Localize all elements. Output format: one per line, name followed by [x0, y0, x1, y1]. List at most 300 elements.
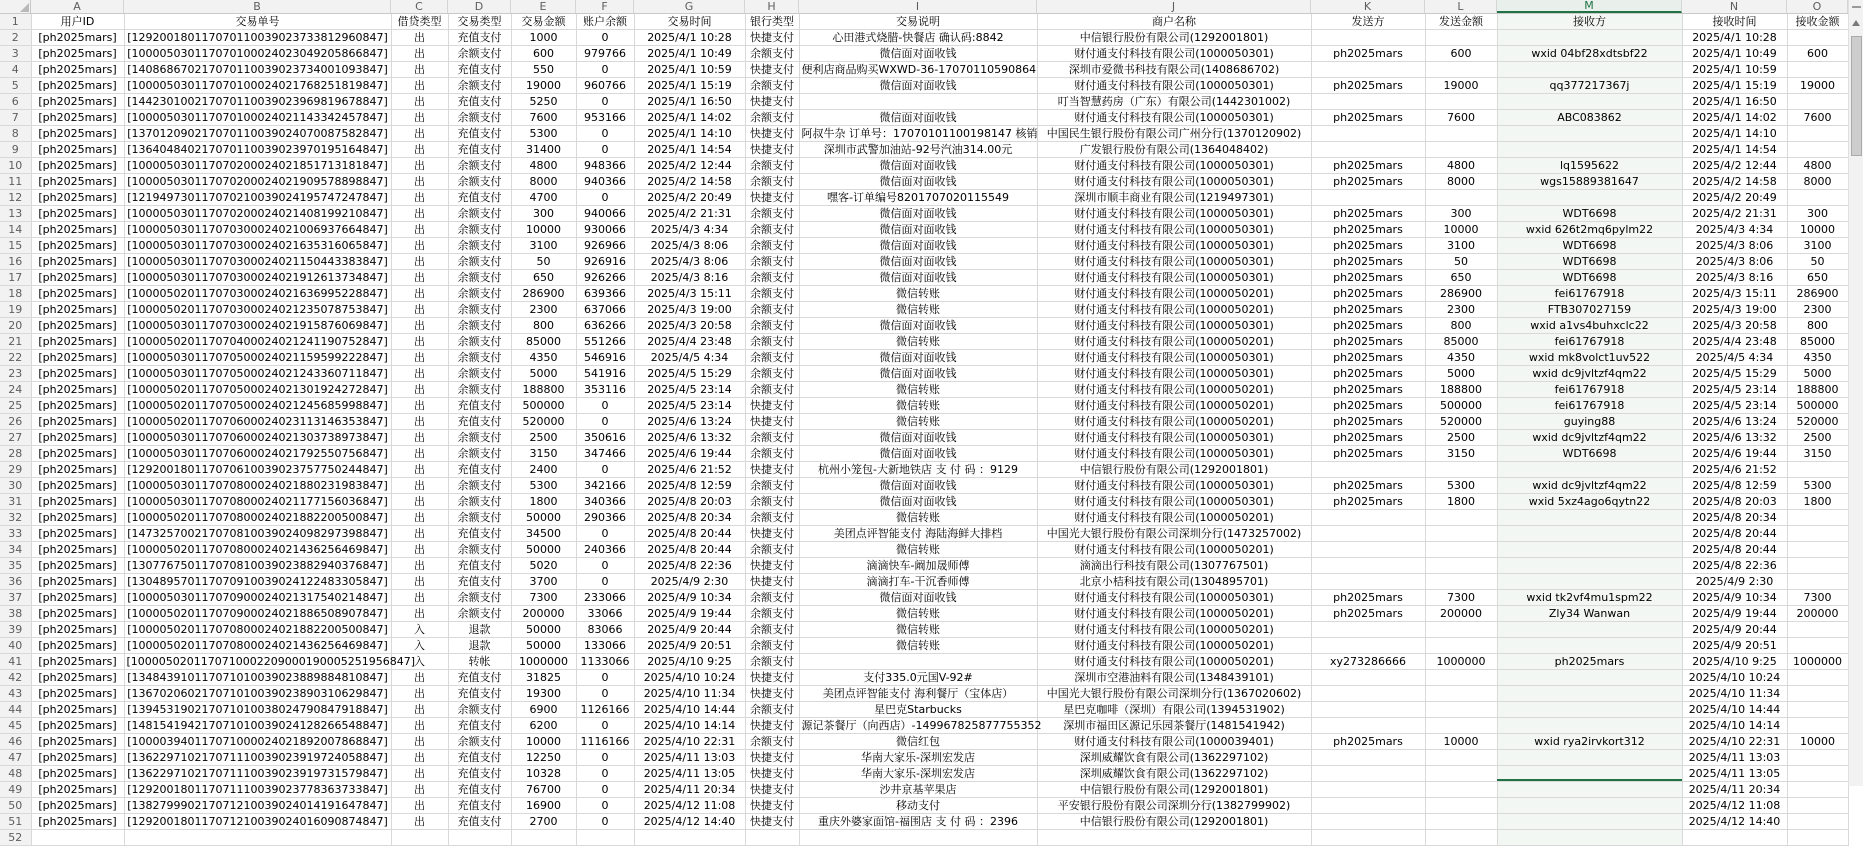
- cell-C2[interactable]: 出: [391, 30, 448, 46]
- cell-J46[interactable]: 财付通支付科技有限公司(1000039401): [1037, 734, 1311, 750]
- cell-I20[interactable]: 微信面对面收钱: [799, 318, 1037, 334]
- cell-E19[interactable]: 2300: [511, 302, 576, 318]
- cell-K50[interactable]: [1311, 798, 1425, 814]
- cell-M43[interactable]: [1497, 686, 1682, 702]
- cell-H44[interactable]: 余额支付: [745, 702, 799, 718]
- cell-D26[interactable]: 充值支付: [448, 414, 511, 430]
- cell-A39[interactable]: [ph2025mars]: [31, 622, 124, 638]
- cell-F18[interactable]: 639366: [576, 286, 634, 302]
- cell-O10[interactable]: 4800: [1787, 158, 1848, 174]
- cell-A7[interactable]: [ph2025mars]: [31, 110, 124, 126]
- cell-O41[interactable]: 1000000: [1787, 654, 1848, 670]
- cell-M37[interactable]: wxid tk2vf4mu1spm22: [1497, 590, 1682, 606]
- cell-D51[interactable]: 充值支付: [448, 814, 511, 830]
- cell-H51[interactable]: 快捷支付: [745, 814, 799, 830]
- cell-E13[interactable]: 300: [511, 206, 576, 222]
- cell-K44[interactable]: [1311, 702, 1425, 718]
- cell-L7[interactable]: 7600: [1425, 110, 1497, 126]
- cell-N18[interactable]: 2025/4/3 15:11: [1682, 286, 1787, 302]
- cell-K25[interactable]: ph2025mars: [1311, 398, 1425, 414]
- cell-F17[interactable]: 926266: [576, 270, 634, 286]
- cell-K28[interactable]: ph2025mars: [1311, 446, 1425, 462]
- cell-G22[interactable]: 2025/4/5 4:34: [634, 350, 745, 366]
- cell-I45[interactable]: 源记茶餐厅（向西店）-149967825877755352: [799, 718, 1037, 734]
- column-header-I[interactable]: I: [799, 0, 1037, 13]
- cell-D7[interactable]: 余额支付: [448, 110, 511, 126]
- cell-B7[interactable]: [100005030117070100024021143342457847]: [124, 110, 391, 126]
- cell-K42[interactable]: [1311, 670, 1425, 686]
- cell-I25[interactable]: 微信转账: [799, 398, 1037, 414]
- cell-H38[interactable]: 余额支付: [745, 606, 799, 622]
- cell-H34[interactable]: 余额支付: [745, 542, 799, 558]
- cell-E11[interactable]: 8000: [511, 174, 576, 190]
- cell-E20[interactable]: 800: [511, 318, 576, 334]
- cell-L32[interactable]: [1425, 510, 1497, 526]
- cell-I48[interactable]: 华南大家乐-深圳宏发店: [799, 766, 1037, 782]
- cell-N10[interactable]: 2025/4/2 12:44: [1682, 158, 1787, 174]
- cell-B46[interactable]: [100003940117071000024021892007868847]: [124, 734, 391, 750]
- cell-O49[interactable]: [1787, 782, 1848, 798]
- cell-H14[interactable]: 余额支付: [745, 222, 799, 238]
- cell-C24[interactable]: 出: [391, 382, 448, 398]
- cell-E25[interactable]: 500000: [511, 398, 576, 414]
- cell-N45[interactable]: 2025/4/10 14:14: [1682, 718, 1787, 734]
- cell-M33[interactable]: [1497, 526, 1682, 542]
- cell-C30[interactable]: 出: [391, 478, 448, 494]
- cell-H42[interactable]: 快捷支付: [745, 670, 799, 686]
- cell-C44[interactable]: 出: [391, 702, 448, 718]
- cell-F45[interactable]: 0: [576, 718, 634, 734]
- cell-A18[interactable]: [ph2025mars]: [31, 286, 124, 302]
- cell-O9[interactable]: [1787, 142, 1848, 158]
- cell-G33[interactable]: 2025/4/8 20:44: [634, 526, 745, 542]
- cell-I29[interactable]: 杭州小笼包-大新地铁店 支 付 码 ：9129: [799, 462, 1037, 478]
- cell-M39[interactable]: [1497, 622, 1682, 638]
- cell-G34[interactable]: 2025/4/8 20:44: [634, 542, 745, 558]
- cell-E35[interactable]: 5020: [511, 558, 576, 574]
- cell-F14[interactable]: 930066: [576, 222, 634, 238]
- cell-O2[interactable]: [1787, 30, 1848, 46]
- cell-M11[interactable]: wgs15889381647: [1497, 174, 1682, 190]
- column-header-D[interactable]: D: [448, 0, 511, 13]
- cell-L22[interactable]: 4350: [1425, 350, 1497, 366]
- cell-K19[interactable]: ph2025mars: [1311, 302, 1425, 318]
- cell-K18[interactable]: ph2025mars: [1311, 286, 1425, 302]
- cell-A1[interactable]: 用户ID: [31, 14, 124, 30]
- cell-A25[interactable]: [ph2025mars]: [31, 398, 124, 414]
- cell-L12[interactable]: [1425, 190, 1497, 206]
- cell-M42[interactable]: [1497, 670, 1682, 686]
- cell-F28[interactable]: 347466: [576, 446, 634, 462]
- cell-G29[interactable]: 2025/4/6 21:52: [634, 462, 745, 478]
- cell-D39[interactable]: 退款: [448, 622, 511, 638]
- cell-M52[interactable]: [1497, 830, 1682, 846]
- cell-M2[interactable]: [1497, 30, 1682, 46]
- cell-D27[interactable]: 余额支付: [448, 430, 511, 446]
- cell-L33[interactable]: [1425, 526, 1497, 542]
- cell-E16[interactable]: 50: [511, 254, 576, 270]
- cell-H30[interactable]: 余额支付: [745, 478, 799, 494]
- cell-H3[interactable]: 余额支付: [745, 46, 799, 62]
- cell-E21[interactable]: 85000: [511, 334, 576, 350]
- cell-M22[interactable]: wxid mk8volct1uv522: [1497, 350, 1682, 366]
- cell-H36[interactable]: 快捷支付: [745, 574, 799, 590]
- cell-G45[interactable]: 2025/4/10 14:14: [634, 718, 745, 734]
- cell-G10[interactable]: 2025/4/2 12:44: [634, 158, 745, 174]
- cell-D50[interactable]: 充值支付: [448, 798, 511, 814]
- cell-F29[interactable]: 0: [576, 462, 634, 478]
- cell-J30[interactable]: 财付通支付科技有限公司(1000050301): [1037, 478, 1311, 494]
- cell-A37[interactable]: [ph2025mars]: [31, 590, 124, 606]
- cell-G7[interactable]: 2025/4/1 14:02: [634, 110, 745, 126]
- cell-O34[interactable]: [1787, 542, 1848, 558]
- cell-O42[interactable]: [1787, 670, 1848, 686]
- cell-D4[interactable]: 充值支付: [448, 62, 511, 78]
- cell-O12[interactable]: [1787, 190, 1848, 206]
- cell-H37[interactable]: 余额支付: [745, 590, 799, 606]
- cell-O46[interactable]: 10000: [1787, 734, 1848, 750]
- cell-B22[interactable]: [100005030117070500024021159599222847]: [124, 350, 391, 366]
- cell-A51[interactable]: [ph2025mars]: [31, 814, 124, 830]
- cell-E22[interactable]: 4350: [511, 350, 576, 366]
- row-number-10[interactable]: 10: [0, 158, 31, 174]
- cell-G17[interactable]: 2025/4/3 8:16: [634, 270, 745, 286]
- cell-B48[interactable]: [136229710217071110039023919731579847]: [124, 766, 391, 782]
- cell-F12[interactable]: 0: [576, 190, 634, 206]
- cell-I36[interactable]: 滴滴打车-干沉香师傅: [799, 574, 1037, 590]
- cell-M34[interactable]: [1497, 542, 1682, 558]
- cell-B9[interactable]: [136404840217070110039023970195164847]: [124, 142, 391, 158]
- row-number-32[interactable]: 32: [0, 510, 31, 526]
- row-number-18[interactable]: 18: [0, 286, 31, 302]
- cell-I2[interactable]: 心田港式烧腊-快餐店 确认码:8842: [799, 30, 1037, 46]
- cell-B42[interactable]: [134843910117071010039023889884810847]: [124, 670, 391, 686]
- row-number-48[interactable]: 48: [0, 766, 31, 782]
- row-number-49[interactable]: 49: [0, 782, 31, 798]
- cell-J6[interactable]: 叮当智慧药房（广东）有限公司(1442301002): [1037, 94, 1311, 110]
- cell-J45[interactable]: 深圳市福田区源记乐园茶餐厅(1481541942): [1037, 718, 1311, 734]
- cell-J38[interactable]: 财付通支付科技有限公司(1000050201): [1037, 606, 1311, 622]
- cell-L18[interactable]: 286900: [1425, 286, 1497, 302]
- cell-D5[interactable]: 余额支付: [448, 78, 511, 94]
- cell-L35[interactable]: [1425, 558, 1497, 574]
- cell-E3[interactable]: 600: [511, 46, 576, 62]
- cell-C16[interactable]: 出: [391, 254, 448, 270]
- cell-J35[interactable]: 滴滴出行科技有限公司(1307767501): [1037, 558, 1311, 574]
- cell-D33[interactable]: 充值支付: [448, 526, 511, 542]
- cell-F6[interactable]: 0: [576, 94, 634, 110]
- cell-A50[interactable]: [ph2025mars]: [31, 798, 124, 814]
- cell-B18[interactable]: [100005020117070300024021636995228847]: [124, 286, 391, 302]
- cell-E33[interactable]: 34500: [511, 526, 576, 542]
- cell-H41[interactable]: 余额支付: [745, 654, 799, 670]
- cell-E23[interactable]: 5000: [511, 366, 576, 382]
- cell-M21[interactable]: fei61767918: [1497, 334, 1682, 350]
- cell-E46[interactable]: 10000: [511, 734, 576, 750]
- cell-C27[interactable]: 出: [391, 430, 448, 446]
- cell-M10[interactable]: lq1595622: [1497, 158, 1682, 174]
- cell-J9[interactable]: 广发银行股份有限公司(1364048402): [1037, 142, 1311, 158]
- cell-B36[interactable]: [130489570117070910039024122483305847]: [124, 574, 391, 590]
- row-number-36[interactable]: 36: [0, 574, 31, 590]
- row-number-9[interactable]: 9: [0, 142, 31, 158]
- row-number-21[interactable]: 21: [0, 334, 31, 350]
- row-number-2[interactable]: 2: [0, 30, 31, 46]
- cell-C4[interactable]: 出: [391, 62, 448, 78]
- cell-J40[interactable]: 财付通支付科技有限公司(1000050201): [1037, 638, 1311, 654]
- cell-I21[interactable]: 微信转账: [799, 334, 1037, 350]
- cell-I34[interactable]: 微信转账: [799, 542, 1037, 558]
- cell-M12[interactable]: [1497, 190, 1682, 206]
- cell-A24[interactable]: [ph2025mars]: [31, 382, 124, 398]
- cell-F3[interactable]: 979766: [576, 46, 634, 62]
- cell-M14[interactable]: wxid 626t2mq6pylm22: [1497, 222, 1682, 238]
- cell-O4[interactable]: [1787, 62, 1848, 78]
- cell-G5[interactable]: 2025/4/1 15:19: [634, 78, 745, 94]
- cell-E15[interactable]: 3100: [511, 238, 576, 254]
- cell-A16[interactable]: [ph2025mars]: [31, 254, 124, 270]
- cell-F47[interactable]: 0: [576, 750, 634, 766]
- cell-K14[interactable]: ph2025mars: [1311, 222, 1425, 238]
- cell-D40[interactable]: 退款: [448, 638, 511, 654]
- cell-D34[interactable]: 余额支付: [448, 542, 511, 558]
- cell-K11[interactable]: ph2025mars: [1311, 174, 1425, 190]
- cell-G31[interactable]: 2025/4/8 20:03: [634, 494, 745, 510]
- cell-K39[interactable]: [1311, 622, 1425, 638]
- cell-I26[interactable]: 微信转账: [799, 414, 1037, 430]
- cell-J16[interactable]: 财付通支付科技有限公司(1000050301): [1037, 254, 1311, 270]
- cell-M28[interactable]: WDT6698: [1497, 446, 1682, 462]
- cell-D11[interactable]: 余额支付: [448, 174, 511, 190]
- cell-M25[interactable]: fei61767918: [1497, 398, 1682, 414]
- cell-M49[interactable]: [1497, 782, 1682, 798]
- cell-L36[interactable]: [1425, 574, 1497, 590]
- cell-O30[interactable]: 5300: [1787, 478, 1848, 494]
- cell-G12[interactable]: 2025/4/2 20:49: [634, 190, 745, 206]
- cell-J37[interactable]: 财付通支付科技有限公司(1000050301): [1037, 590, 1311, 606]
- cell-F16[interactable]: 926916: [576, 254, 634, 270]
- cell-G43[interactable]: 2025/4/10 11:34: [634, 686, 745, 702]
- cell-A26[interactable]: [ph2025mars]: [31, 414, 124, 430]
- row-number-25[interactable]: 25: [0, 398, 31, 414]
- cell-O44[interactable]: [1787, 702, 1848, 718]
- cell-H35[interactable]: 快捷支付: [745, 558, 799, 574]
- cell-N30[interactable]: 2025/4/8 12:59: [1682, 478, 1787, 494]
- cell-L16[interactable]: 50: [1425, 254, 1497, 270]
- cell-N25[interactable]: 2025/4/5 23:14: [1682, 398, 1787, 414]
- cell-O43[interactable]: [1787, 686, 1848, 702]
- cell-A42[interactable]: [ph2025mars]: [31, 670, 124, 686]
- column-header-G[interactable]: G: [634, 0, 745, 13]
- cell-M26[interactable]: guying88: [1497, 414, 1682, 430]
- cell-I13[interactable]: 微信面对面收钱: [799, 206, 1037, 222]
- cell-J31[interactable]: 财付通支付科技有限公司(1000050301): [1037, 494, 1311, 510]
- cell-B27[interactable]: [100005030117070600024021303738973847]: [124, 430, 391, 446]
- cell-H4[interactable]: 快捷支付: [745, 62, 799, 78]
- cell-O8[interactable]: [1787, 126, 1848, 142]
- cell-K1[interactable]: 发送方: [1311, 14, 1425, 30]
- cell-A49[interactable]: [ph2025mars]: [31, 782, 124, 798]
- cell-L49[interactable]: [1425, 782, 1497, 798]
- row-number-52[interactable]: 52: [0, 830, 31, 846]
- row-number-42[interactable]: 42: [0, 670, 31, 686]
- cell-D6[interactable]: 充值支付: [448, 94, 511, 110]
- cell-L48[interactable]: [1425, 766, 1497, 782]
- cell-C43[interactable]: 出: [391, 686, 448, 702]
- cell-J17[interactable]: 财付通支付科技有限公司(1000050301): [1037, 270, 1311, 286]
- cell-E2[interactable]: 1000: [511, 30, 576, 46]
- cell-K20[interactable]: ph2025mars: [1311, 318, 1425, 334]
- cell-M32[interactable]: [1497, 510, 1682, 526]
- cell-E8[interactable]: 5300: [511, 126, 576, 142]
- cell-K21[interactable]: ph2025mars: [1311, 334, 1425, 350]
- cell-E9[interactable]: 31400: [511, 142, 576, 158]
- cell-K12[interactable]: [1311, 190, 1425, 206]
- cell-I28[interactable]: 微信面对面收钱: [799, 446, 1037, 462]
- cell-B14[interactable]: [100005030117070300024021006937664847]: [124, 222, 391, 238]
- cell-H8[interactable]: 快捷支付: [745, 126, 799, 142]
- cell-N47[interactable]: 2025/4/11 13:03: [1682, 750, 1787, 766]
- cell-K32[interactable]: [1311, 510, 1425, 526]
- cell-M30[interactable]: wxid dc9jvltzf4qm22: [1497, 478, 1682, 494]
- cell-H32[interactable]: 余额支付: [745, 510, 799, 526]
- cell-H6[interactable]: 快捷支付: [745, 94, 799, 110]
- cell-E44[interactable]: 6900: [511, 702, 576, 718]
- cell-K47[interactable]: [1311, 750, 1425, 766]
- cell-L46[interactable]: 10000: [1425, 734, 1497, 750]
- cell-M9[interactable]: [1497, 142, 1682, 158]
- cell-L38[interactable]: 200000: [1425, 606, 1497, 622]
- cell-B40[interactable]: [100005020117070800024021436256469847]: [124, 638, 391, 654]
- cell-A22[interactable]: [ph2025mars]: [31, 350, 124, 366]
- cell-E47[interactable]: 12250: [511, 750, 576, 766]
- cell-N49[interactable]: 2025/4/11 20:34: [1682, 782, 1787, 798]
- cell-B50[interactable]: [138279990217071210039024014191647847]: [124, 798, 391, 814]
- cell-K15[interactable]: ph2025mars: [1311, 238, 1425, 254]
- cell-N50[interactable]: 2025/4/12 11:08: [1682, 798, 1787, 814]
- cell-G15[interactable]: 2025/4/3 8:06: [634, 238, 745, 254]
- cell-K30[interactable]: ph2025mars: [1311, 478, 1425, 494]
- cell-G36[interactable]: 2025/4/9 2:30: [634, 574, 745, 590]
- row-number-37[interactable]: 37: [0, 590, 31, 606]
- cell-H13[interactable]: 余额支付: [745, 206, 799, 222]
- cell-O11[interactable]: 8000: [1787, 174, 1848, 190]
- cell-O7[interactable]: 7600: [1787, 110, 1848, 126]
- cell-I18[interactable]: 微信转账: [799, 286, 1037, 302]
- cell-F22[interactable]: 546916: [576, 350, 634, 366]
- cell-B47[interactable]: [136229710217071110039023919724058847]: [124, 750, 391, 766]
- row-number-3[interactable]: 3: [0, 46, 31, 62]
- cell-L11[interactable]: 8000: [1425, 174, 1497, 190]
- cell-L42[interactable]: [1425, 670, 1497, 686]
- cell-J4[interactable]: 深圳市爱微书科技有限公司(1408686702): [1037, 62, 1311, 78]
- cell-F30[interactable]: 342166: [576, 478, 634, 494]
- cell-D16[interactable]: 余额支付: [448, 254, 511, 270]
- cell-F7[interactable]: 953166: [576, 110, 634, 126]
- cell-M17[interactable]: WDT6698: [1497, 270, 1682, 286]
- cell-C48[interactable]: 出: [391, 766, 448, 782]
- cell-A3[interactable]: [ph2025mars]: [31, 46, 124, 62]
- row-number-51[interactable]: 51: [0, 814, 31, 830]
- cell-O25[interactable]: 500000: [1787, 398, 1848, 414]
- cell-L15[interactable]: 3100: [1425, 238, 1497, 254]
- cell-M5[interactable]: qq377217367j: [1497, 78, 1682, 94]
- cell-F5[interactable]: 960766: [576, 78, 634, 94]
- cell-A17[interactable]: [ph2025mars]: [31, 270, 124, 286]
- cell-G37[interactable]: 2025/4/9 10:34: [634, 590, 745, 606]
- cell-C22[interactable]: 出: [391, 350, 448, 366]
- cell-C32[interactable]: 出: [391, 510, 448, 526]
- cell-F11[interactable]: 940366: [576, 174, 634, 190]
- cell-N33[interactable]: 2025/4/8 20:44: [1682, 526, 1787, 542]
- row-number-22[interactable]: 22: [0, 350, 31, 366]
- cell-F2[interactable]: 0: [576, 30, 634, 46]
- cell-M7[interactable]: ABC083862: [1497, 110, 1682, 126]
- cell-H43[interactable]: 快捷支付: [745, 686, 799, 702]
- cell-F32[interactable]: 290366: [576, 510, 634, 526]
- cell-M51[interactable]: [1497, 814, 1682, 830]
- cell-D31[interactable]: 余额支付: [448, 494, 511, 510]
- cell-J34[interactable]: 财付通支付科技有限公司(1000050201): [1037, 542, 1311, 558]
- cell-B41[interactable]: [1000050201170710002209000190005251956847]: [124, 654, 391, 670]
- cell-O17[interactable]: 650: [1787, 270, 1848, 286]
- cell-J10[interactable]: 财付通支付科技有限公司(1000050301): [1037, 158, 1311, 174]
- cell-N1[interactable]: 接收时间: [1682, 14, 1787, 30]
- cell-F20[interactable]: 636266: [576, 318, 634, 334]
- cell-G19[interactable]: 2025/4/3 19:00: [634, 302, 745, 318]
- cell-G6[interactable]: 2025/4/1 16:50: [634, 94, 745, 110]
- cell-N46[interactable]: 2025/4/10 22:31: [1682, 734, 1787, 750]
- cell-K37[interactable]: ph2025mars: [1311, 590, 1425, 606]
- cell-G47[interactable]: 2025/4/11 13:03: [634, 750, 745, 766]
- cell-I24[interactable]: 微信转账: [799, 382, 1037, 398]
- cell-L17[interactable]: 650: [1425, 270, 1497, 286]
- cell-M44[interactable]: [1497, 702, 1682, 718]
- cell-A9[interactable]: [ph2025mars]: [31, 142, 124, 158]
- cell-H18[interactable]: 余额支付: [745, 286, 799, 302]
- cell-C23[interactable]: 出: [391, 366, 448, 382]
- cell-H39[interactable]: 余额支付: [745, 622, 799, 638]
- cell-E38[interactable]: 200000: [511, 606, 576, 622]
- cell-B16[interactable]: [100005030117070300024021150443383847]: [124, 254, 391, 270]
- cell-I33[interactable]: 美团点评智能支付 海陆海鲜大排档: [799, 526, 1037, 542]
- cell-E32[interactable]: 50000: [511, 510, 576, 526]
- cell-J19[interactable]: 财付通支付科技有限公司(1000050201): [1037, 302, 1311, 318]
- cell-C8[interactable]: 出: [391, 126, 448, 142]
- cell-F15[interactable]: 926966: [576, 238, 634, 254]
- row-number-39[interactable]: 39: [0, 622, 31, 638]
- column-header-L[interactable]: L: [1425, 0, 1497, 13]
- cell-D22[interactable]: 余额支付: [448, 350, 511, 366]
- cell-N7[interactable]: 2025/4/1 14:02: [1682, 110, 1787, 126]
- row-number-33[interactable]: 33: [0, 526, 31, 542]
- cell-A29[interactable]: [ph2025mars]: [31, 462, 124, 478]
- cell-I35[interactable]: 滴滴快车-阚加晟师傅: [799, 558, 1037, 574]
- cell-I19[interactable]: 微信转账: [799, 302, 1037, 318]
- cell-G26[interactable]: 2025/4/6 13:24: [634, 414, 745, 430]
- cell-E6[interactable]: 5250: [511, 94, 576, 110]
- cell-F44[interactable]: 1126166: [576, 702, 634, 718]
- cell-A10[interactable]: [ph2025mars]: [31, 158, 124, 174]
- cell-C50[interactable]: 出: [391, 798, 448, 814]
- cell-O36[interactable]: [1787, 574, 1848, 590]
- cell-A48[interactable]: [ph2025mars]: [31, 766, 124, 782]
- cell-E37[interactable]: 7300: [511, 590, 576, 606]
- cell-O50[interactable]: [1787, 798, 1848, 814]
- cell-L23[interactable]: 5000: [1425, 366, 1497, 382]
- cell-E42[interactable]: 31825: [511, 670, 576, 686]
- row-number-27[interactable]: 27: [0, 430, 31, 446]
